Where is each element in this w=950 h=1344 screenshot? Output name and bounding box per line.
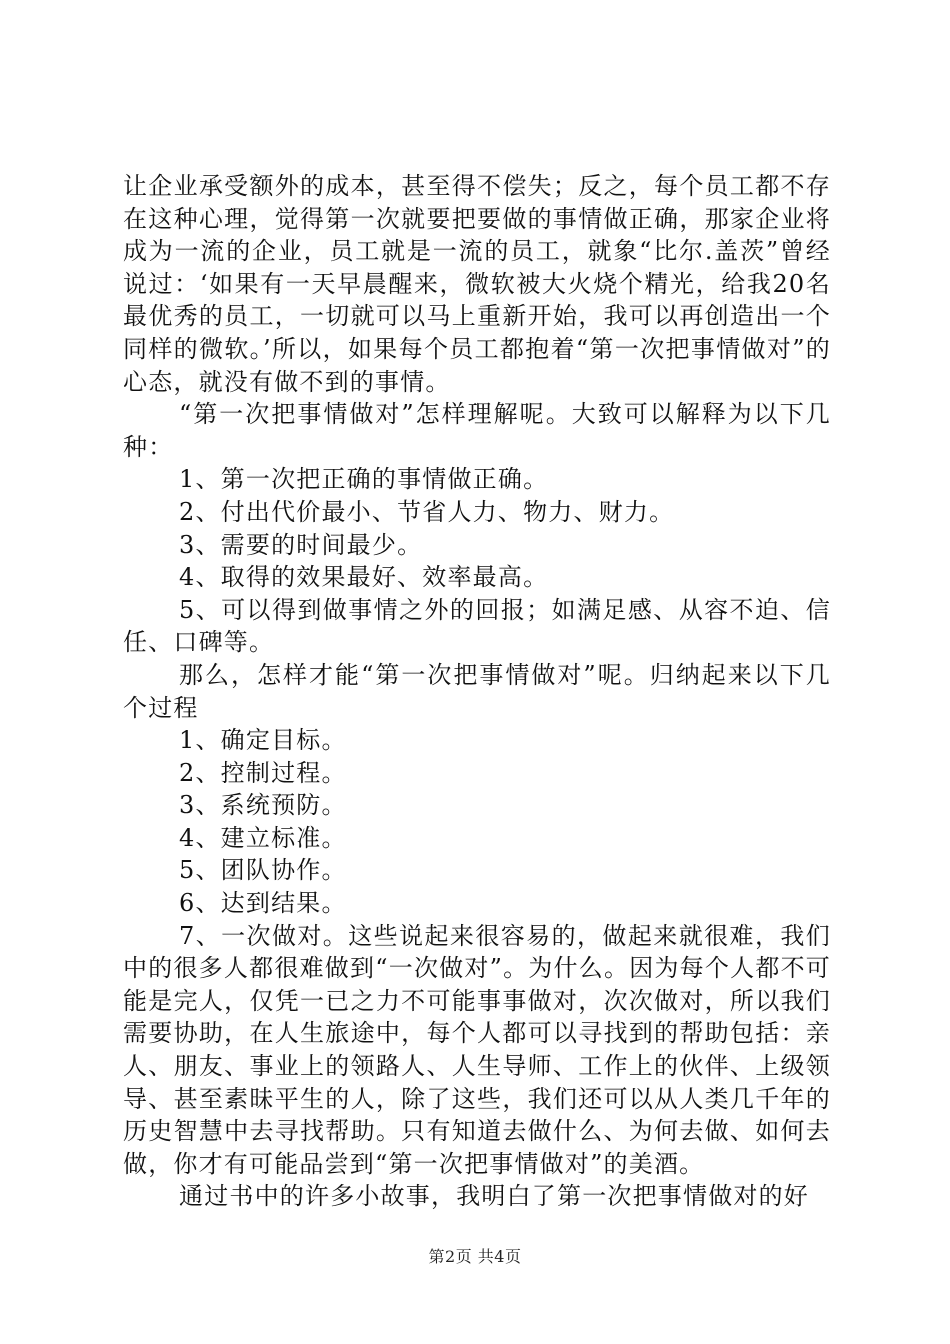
document-body bbox=[123, 170, 831, 1213]
list-item-process-7: 7、一次做对。这些说起来很容易的，做起来就很难，我们中的很多人都很难做到“一次做对”。为什么。因为每个人都不可能是完人，仅凭一已之力不可能事事做对，次次做对，所以我们需要协助，在人生旅途中，每个人都可以寻找到的帮助包括：亲人、朋友、事业上的领路人、人生导师、工作上的伙伴、上级领导、甚至素昧平生的人，除了这些，我们还可以从人类几千年的历史智慧中去寻找帮助。只有知道去做什么、为何去做、如何去做，你才有可能品尝到“第一次把事情做对”的美酒。 bbox=[123, 921, 831, 1178]
list-item-meaning-3: 3、需要的时间最少。 bbox=[179, 530, 423, 559]
list-item-meaning-4: 4、取得的效果最好、效率最高。 bbox=[179, 563, 549, 592]
paragraph-conclusion-start: 通过书中的许多小故事，我明白了第一次把事情做对的好 bbox=[179, 1182, 809, 1211]
list-item-process-1: 1、确定目标。 bbox=[179, 726, 347, 755]
page-number-label: 第2页 共4页 bbox=[428, 1247, 522, 1266]
page-footer bbox=[0, 1247, 950, 1267]
paragraph-how-question: 那么，怎样才能“第一次把事情做对”呢。归纳起来以下几个过程 bbox=[123, 660, 831, 722]
list-item-process-6: 6、达到结果。 bbox=[179, 889, 347, 918]
list-item-meaning-5: 5、可以得到做事情之外的回报；如满足感、从容不迫、信任、口碑等。 bbox=[123, 595, 831, 657]
list-item-meaning-2: 2、付出代价最小、节省人力、物力、财力。 bbox=[179, 497, 675, 526]
list-item-process-4: 4、建立标准。 bbox=[179, 823, 347, 852]
list-item-process-5: 5、团队协作。 bbox=[179, 856, 347, 885]
paragraph-intro-continuation: 让企业承受额外的成本，甚至得不偿失；反之，每个员工都不存在这种心理，觉得第一次就要把要做的事情做正确，那家企业将成为一流的企业，员工就是一流的员工，就象“比尔.盖茨”曾经说过：‘如果有一天早晨醒来，微软被大火烧个精光，给我20名最优秀的员工，一切就可以马上重新开始，我可以再创造出一个同样的微软。’所以，如果每个员工都抱着“第一次把事情做对”的心态，就没有做不到的事情。 bbox=[123, 172, 831, 396]
paragraph-understanding-question: “第一次把事情做对”怎样理解呢。大致可以解释为以下几种： bbox=[123, 400, 831, 461]
list-item-process-2: 2、控制过程。 bbox=[179, 758, 347, 787]
list-item-meaning-1: 1、第一次把正确的事情做正确。 bbox=[179, 465, 549, 494]
list-item-process-3: 3、系统预防。 bbox=[179, 791, 347, 820]
